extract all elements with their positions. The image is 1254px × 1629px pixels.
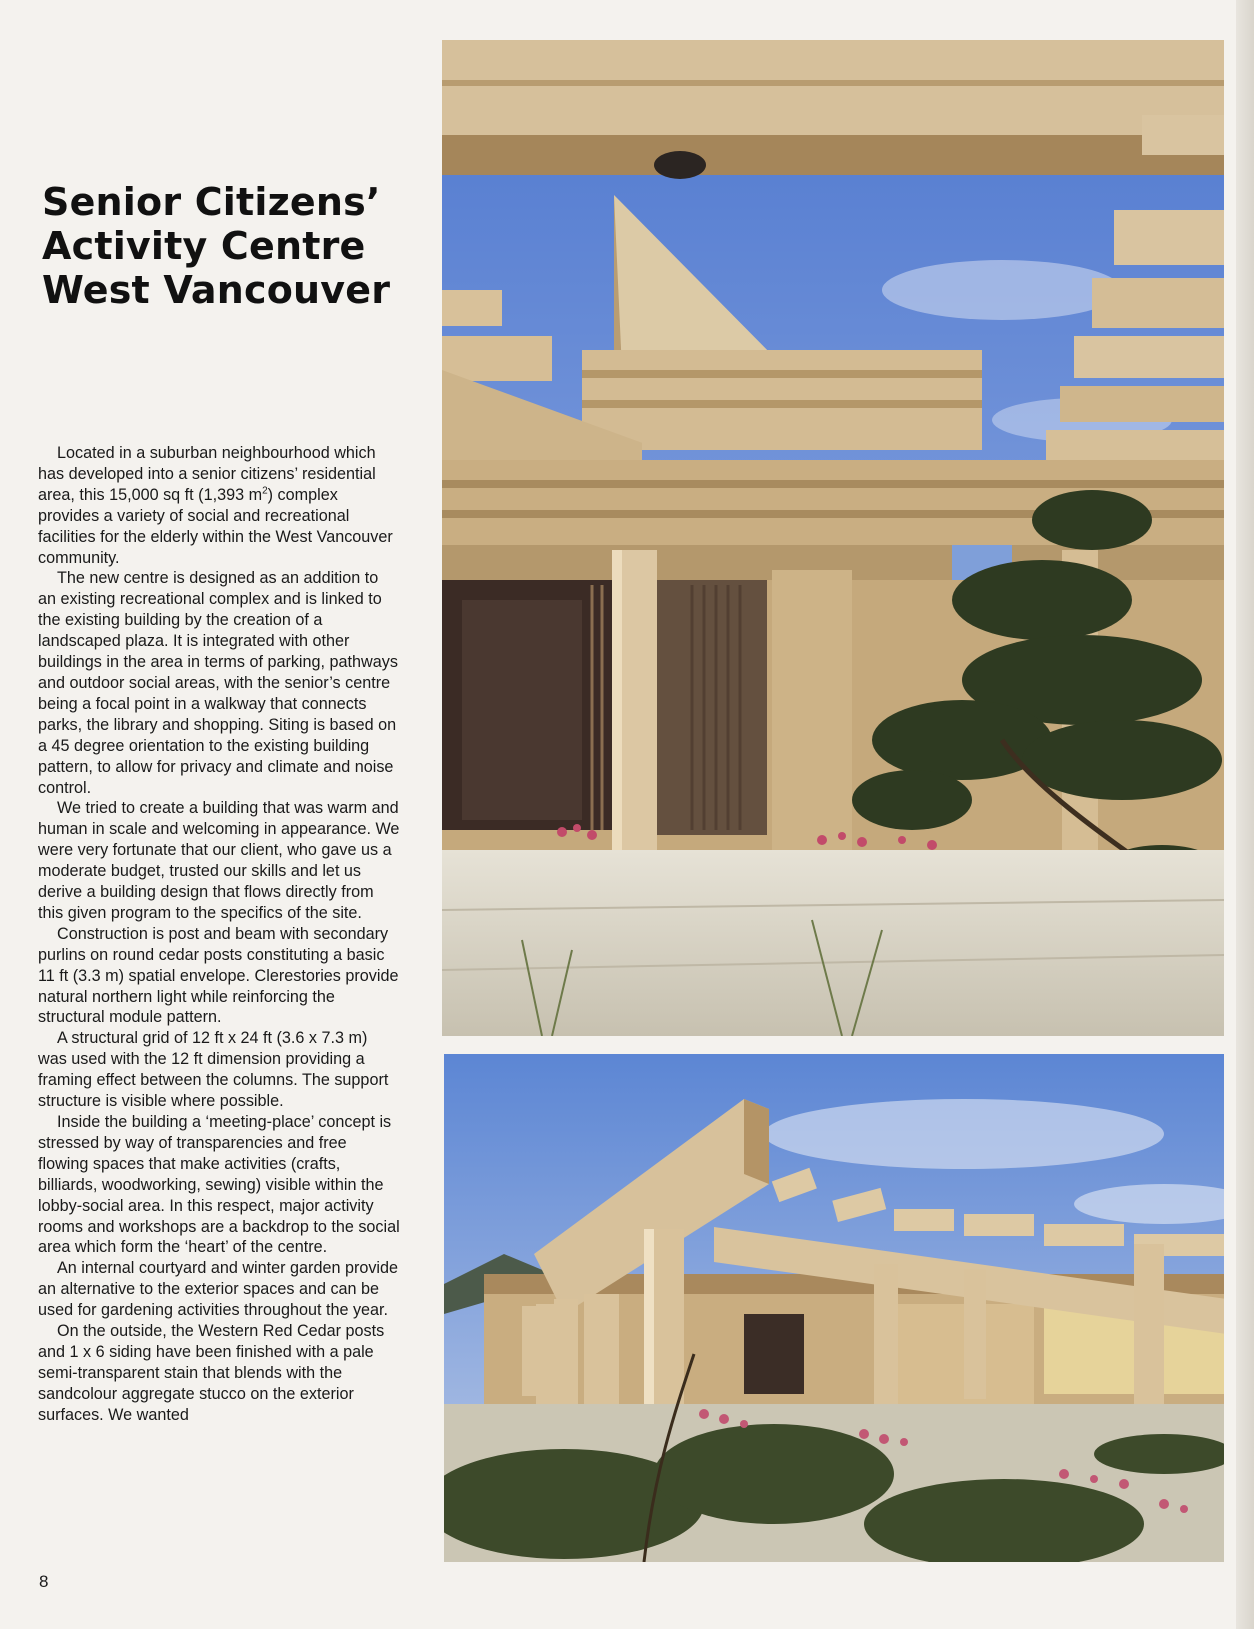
entrance-photo-illustration (442, 40, 1224, 1036)
colonnade-photo-illustration (444, 1054, 1224, 1562)
paragraph-1-text: Located in a suburban neighbourhood which has developed into a senior citizens’ residential area, this 15,000 sq ft (1,393 m (38, 444, 376, 504)
paragraph-1-text-cont: ) complex provides a variety of social and recreational facilities for the elderly within the West Vancouver community. (38, 485, 393, 567)
paragraph-3: We tried to create a building that was warm and human in scale and welcoming in appearance. We were very fortunate that our client, who gave us a moderate budget, trusted our skills and let us derive a building design that flows directly from this given program to the specifics of the site. (38, 799, 400, 922)
page-number: 8 (39, 1572, 49, 1591)
paragraph-5: A structural grid of 12 ft x 24 ft (3.6 x 7.3 m) was used with the 12 ft dimension providing a framing effect between the columns. The support structure is visible where possible. (38, 1029, 389, 1111)
photo-colonnade-pergola (444, 1054, 1224, 1562)
page-edge (1236, 0, 1254, 1629)
paragraph-1 (38, 443, 400, 568)
article-body (38, 443, 400, 1426)
photo-building-entrance (442, 40, 1224, 1036)
paragraph-2: The new centre is designed as an addition to an existing recreational complex and is linked to the existing building by the creation of a landscaped plaza. It is integrated with other buildings in the area in terms of parking, pathways and outdoor social areas, with the senior’s centre being a focal point in a walkway that connects parks, the library and shopping. Siting is based on a 45 degree orientation to the existing building pattern, to allow for privacy and climate and noise control. (38, 569, 398, 797)
paragraph-4: Construction is post and beam with secondary purlins on round cedar posts constituting a basic 11 ft (3.3 m) spatial envelope. Clerestories provide natural northern light while reinforcing the structural module pattern. (38, 924, 399, 1027)
superscript: 2 (262, 485, 268, 497)
title-line-2: Activity Centre (42, 224, 366, 268)
paragraph-8: On the outside, the Western Red Cedar posts and 1 x 6 siding have been finished with a pale semi-transparent stain that blends with the sandcolour aggregate stucco on the exterior surfaces. We wanted (38, 1322, 385, 1424)
paragraph-7: An internal courtyard and winter garden provide an alternative to the exterior spaces and can be used for gardening activities throughout the year. (38, 1259, 399, 1320)
title-line-1: Senior Citizens’ (42, 180, 381, 224)
paragraph-6: Inside the building a ‘meeting-place’ concept is stressed by way of transparencies and free flowing spaces that make activities (crafts, billiards, woodworking, sewing) visible within the lobby-social area. In this respect, major activity rooms and workshops are a backdrop to the social area which form the ‘heart’ of the centre. (38, 1113, 400, 1257)
article-title (42, 180, 422, 312)
title-line-3: West Vancouver (42, 268, 391, 312)
